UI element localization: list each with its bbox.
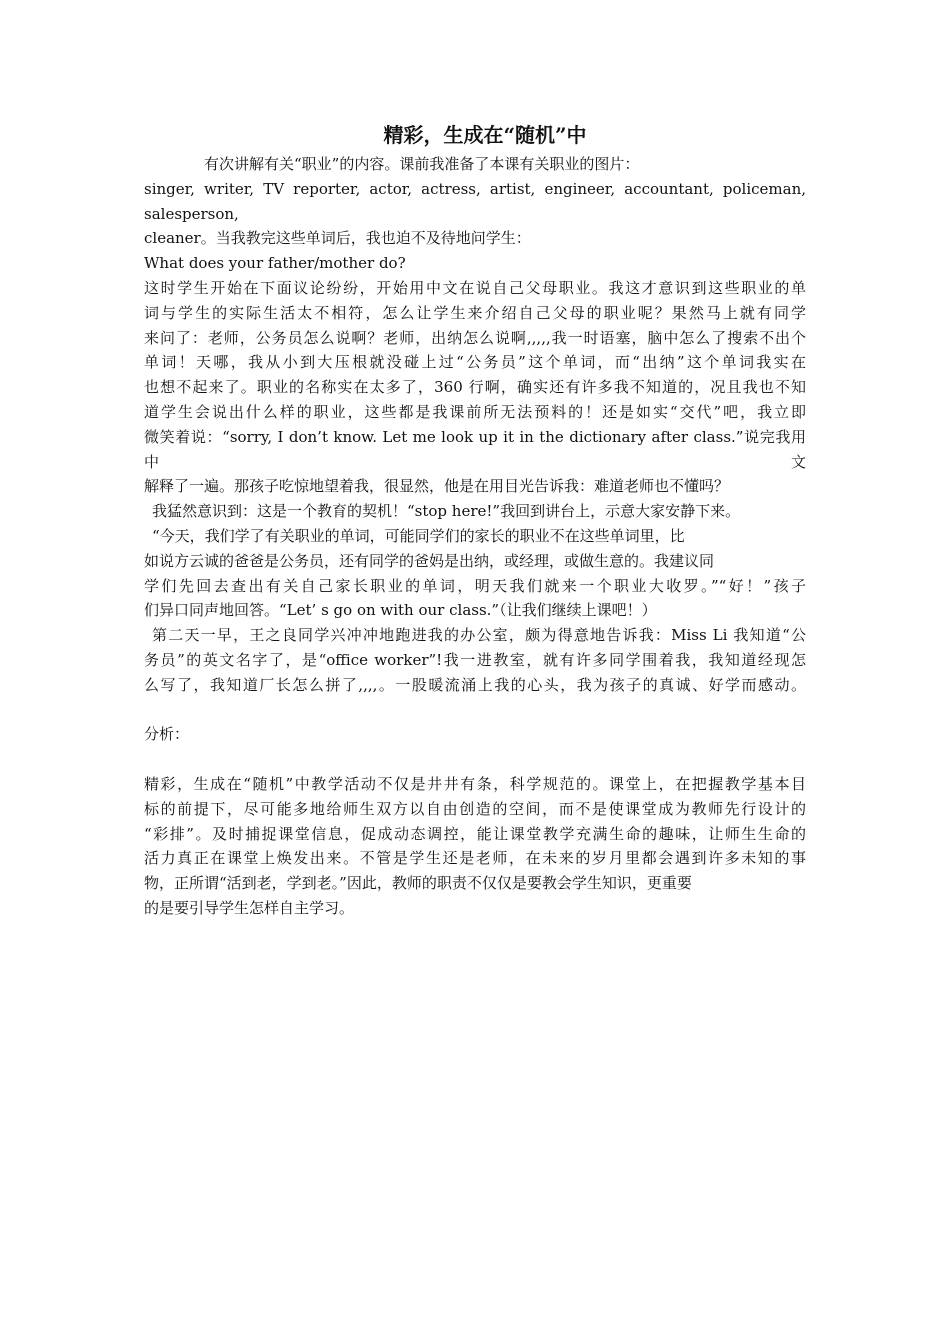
paragraph-line: cleaner。当我教完这些单词后，我也迫不及待地问学生： [144, 229, 531, 248]
paragraph-line: 学们先回去查出有关自己家长职业的单词，明天我们就来一个职业大收罗。”“好！”孩子 [144, 576, 806, 595]
blank-line [144, 698, 806, 723]
paragraph-line: What does your father/mother do? [144, 254, 406, 273]
paragraph-line: singer, writer, TV reporter, actor, actress, artist, engineer, accountant, policeman, salesperson, [144, 179, 806, 223]
paragraph-line: 如说方云诚的爸爸是公务员，还有同学的爸妈是出纳，或经理，或做生意的。我建议同 [144, 551, 715, 570]
paragraph-line: 微笑着说：“sorry, I don’t know. Let me look up it in the dictionary after class.”说完我用中文 [144, 427, 806, 471]
paragraph-line: 第二天一早，王之良同学兴冲冲地跑进我的办公室，颇为得意地告诉我：Miss Li 我知道“公 [152, 626, 806, 645]
document-page [144, 118, 806, 921]
paragraph-line: 精彩，生成在“随机”中教学活动不仅是井井有条，科学规范的。课堂上，在把握教学基本目 [144, 774, 806, 793]
paragraph-line: 解释了一遍。那孩子吃惊地望着我，很显然，他是在用目光告诉我：难道老师也不懂吗？ [144, 477, 730, 496]
paragraph-line: 也想不起来了。职业的名称实在太多了，360 行啊，确实还有许多我不知道的，况且我也不知 [144, 378, 806, 397]
paragraph-line: 来问了：老师，公务员怎么说啊？老师，出纳怎么说啊,,,,,我一时语塞，脑中怎么了搜索不出个 [144, 328, 806, 347]
paragraph-line: 分析： [144, 725, 190, 744]
document-body [144, 152, 806, 921]
paragraph-line: 单词！天哪，我从小到大压根就没碰上过“公务员”这个单词，而“出纳”这个单词我实在 [144, 353, 806, 372]
paragraph-line: 我猛然意识到：这是一个教育的契机！“stop here!”我回到讲台上，示意大家安静下来。 [152, 502, 741, 521]
paragraph-line: “今天，我们学了有关职业的单词，可能同学们的家长的职业不在这些单词里，比 [152, 526, 685, 545]
paragraph-line: 活力真正在课堂上焕发出来。不管是学生还是老师，在未来的岁月里都会遇到许多未知的事 [144, 849, 806, 868]
paragraph-line: 务员”的英文名字了，是“office worker”!我一进教室，就有许多同学围着我，我知道经现怎 [144, 650, 806, 669]
paragraph-line: 们异口同声地回答。“Let’ s go on with our class.”（让我们继续上课吧！） [144, 601, 657, 620]
paragraph-line: “彩排”。及时捕捉课堂信息，促成动态调控，能让课堂教学充满生命的趣味，让师生生命的 [144, 824, 806, 843]
paragraph-line: 标的前提下，尽可能多地给师生双方以自由创造的空间，而不是使课堂成为教师先行设计的 [144, 799, 806, 818]
paragraph-line: 的是要引导学生怎样自主学习。 [144, 898, 355, 917]
document-title: 精彩，生成在“随机”中 [383, 123, 587, 147]
paragraph-line: 有次讲解有关“职业”的内容。课前我准备了本课有关职业的图片： [204, 155, 640, 173]
paragraph-line: 道学生会说出什么样的职业，这些都是我课前所无法预料的！还是如实“交代”吧，我立即 [144, 402, 806, 421]
paragraph-line: 么写了，我知道厂长怎么拼了,,,,。一股暖流涌上我的心头，我为孩子的真诚、好学而感动。 [144, 675, 806, 694]
blank-line [144, 747, 806, 772]
paragraph-line: 物，正所谓“活到老，学到老。”因此，教师的职责不仅仅是要教会学生知识，更重要 [144, 874, 692, 893]
paragraph-line: 词与学生的实际生活太不相符，怎么让学生来介绍自己父母的职业呢？果然马上就有同学 [144, 303, 806, 322]
paragraph-line: 这时学生开始在下面议论纷纷，开始用中文在说自己父母职业。我这才意识到这些职业的单 [144, 278, 806, 297]
